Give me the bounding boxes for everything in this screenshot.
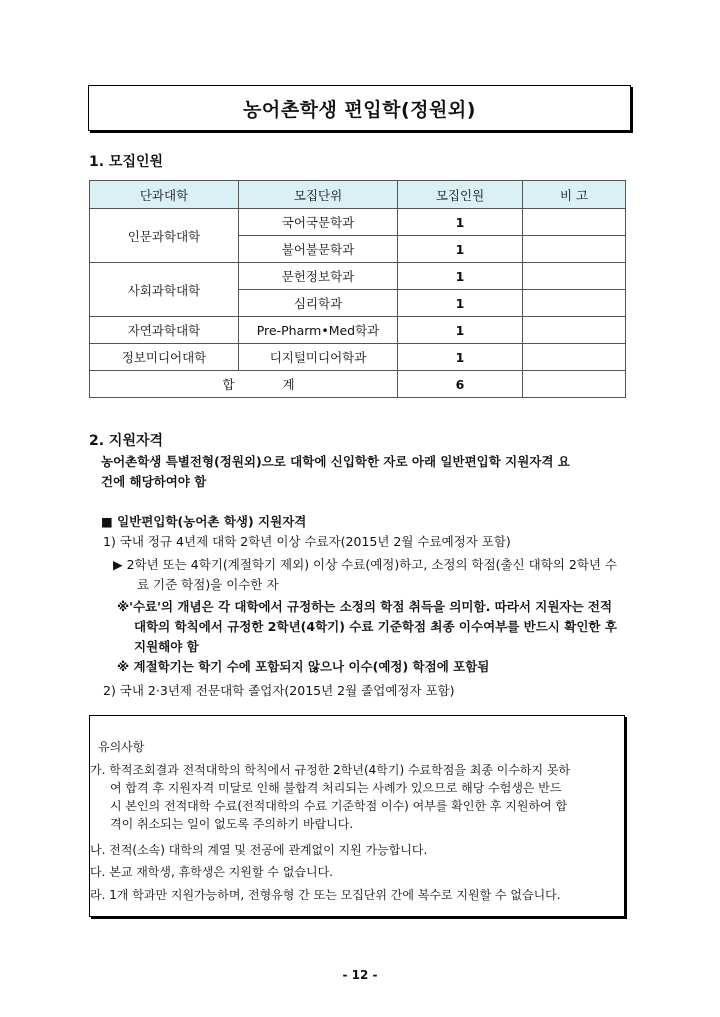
qualification-item-2: 2) 국내 2·3년제 전문대학 졸업자(2015년 2월 졸업예정자 포함): [103, 683, 455, 698]
note-line: 대학의 학칙에서 규정한 2학년(4학기) 수료 기준학점 최종 이수여부를 반드시 확인한 후: [134, 619, 617, 634]
intro-line: 농어촌학생 특별전형(정원외)으로 대학에 신입학한 자로 아래 일반편입학 지원자격 요: [101, 454, 570, 469]
notice-line: 격이 취소되는 일이 없도록 주의하기 바랍니다.: [110, 817, 354, 831]
qualification-bullet: [113, 555, 627, 595]
total-label-2: 계: [282, 377, 295, 392]
intro-line: 건에 해당하여야 함: [101, 474, 207, 489]
bullet-line: ▶ 2학년 또는 4학기(계절학기 제외) 이상 수료(예정)하고, 소정의 학점(출신 대학의 2학년 수: [113, 557, 618, 572]
unit-cell: 문헌정보학과: [239, 263, 398, 290]
section-heading-eligibility: 2. 지원자격: [89, 433, 164, 449]
notice-item-na: 나. 전적(소속) 대학의 계열 및 전공에 관계없이 지원 가능합니다.: [90, 843, 428, 857]
notice-item-da: 다. 본교 재학생, 휴학생은 지원할 수 없습니다.: [90, 865, 333, 879]
table-row: [90, 317, 626, 344]
unit-cell: 디지털미디어학과: [239, 344, 398, 371]
note-cell: [523, 344, 626, 371]
unit-cell: 국어국문학과: [239, 209, 398, 236]
notice-box: [89, 715, 625, 917]
unit-cell: 심리학과: [239, 290, 398, 317]
sub-heading-general-transfer: ■ 일반편입학(농어촌 학생) 지원자격: [101, 514, 307, 529]
eligibility-intro: [101, 452, 627, 492]
note-cell: [523, 317, 626, 344]
count-cell: 1: [398, 209, 523, 236]
bullet-line: 료 기준 학점)을 이수한 자: [137, 577, 279, 592]
notice-item-ra: 라. 1개 학과만 지원가능하며, 전형유형 간 또는 모집단위 간에 복수로 지원할 수 없습니다.: [90, 888, 561, 902]
column-header: 비 고: [523, 181, 626, 209]
notice-line: 가. 학적조회결과 전적대학의 학칙에서 규정한 2학년(4학기) 수료학점을 최종 이수하지 못하: [90, 763, 571, 777]
page-number: - 12 -: [342, 968, 378, 982]
note-line: 지원해야 함: [134, 639, 199, 654]
note-seasonal: ※ 계절학기는 학기 수에 포함되지 않으나 이수(예정) 학점에 포함됨: [117, 659, 490, 674]
college-cell: 정보미디어대학: [90, 344, 239, 371]
table-row: [90, 209, 626, 236]
table-header-row: [90, 181, 626, 209]
notice-line: 여 합격 후 지원자격 미달로 인해 불합격 처리되는 사례가 있으므로 해당 수험생은 반드: [110, 781, 562, 795]
unit-cell: Pre-Pharm•Med학과: [239, 317, 398, 344]
count-cell: 1: [398, 236, 523, 263]
table-row: [90, 263, 626, 290]
count-cell: 1: [398, 263, 523, 290]
total-count-cell: 6: [398, 371, 523, 398]
unit-cell: 불어불문학과: [239, 236, 398, 263]
count-cell: 1: [398, 290, 523, 317]
total-label-1: 합: [222, 377, 235, 392]
note-line: ※'수료'의 개념은 각 대학에서 규정하는 소정의 학점 취득을 의미함. 따라서 지원자는 전적: [117, 599, 613, 614]
table-row: [90, 344, 626, 371]
count-cell: 1: [398, 344, 523, 371]
count-cell: 1: [398, 317, 523, 344]
note-cell: [523, 236, 626, 263]
section-heading-recruitment: 1. 모집인원: [89, 154, 164, 170]
note-cell: [523, 209, 626, 236]
page-title: 농어촌학생 편입학(정원외): [88, 85, 631, 131]
recruitment-table: [89, 180, 626, 398]
notice-item-ga: [90, 761, 570, 833]
note-cell: [523, 371, 626, 398]
qualification-item-1: 1) 국내 정규 4년제 대학 2학년 이상 수료자(2015년 2월 수료예정자 포함): [103, 534, 511, 549]
note-completion: [117, 597, 627, 657]
total-row: [90, 371, 626, 398]
college-cell: 자연과학대학: [90, 317, 239, 344]
note-cell: [523, 263, 626, 290]
total-label-cell: [90, 371, 398, 398]
note-cell: [523, 290, 626, 317]
college-cell: 사회과학대학: [90, 263, 239, 317]
notice-line: 시 본인의 전적대학 수료(전적대학의 수료 기준학점 이수) 여부를 확인한 후 지원하여 합: [110, 799, 568, 813]
college-cell: 인문과학대학: [90, 209, 239, 263]
column-header: 모집단위: [239, 181, 398, 209]
column-header: 모집인원: [398, 181, 523, 209]
notice-title: 유의사항: [98, 740, 145, 754]
column-header: 단과대학: [90, 181, 239, 209]
